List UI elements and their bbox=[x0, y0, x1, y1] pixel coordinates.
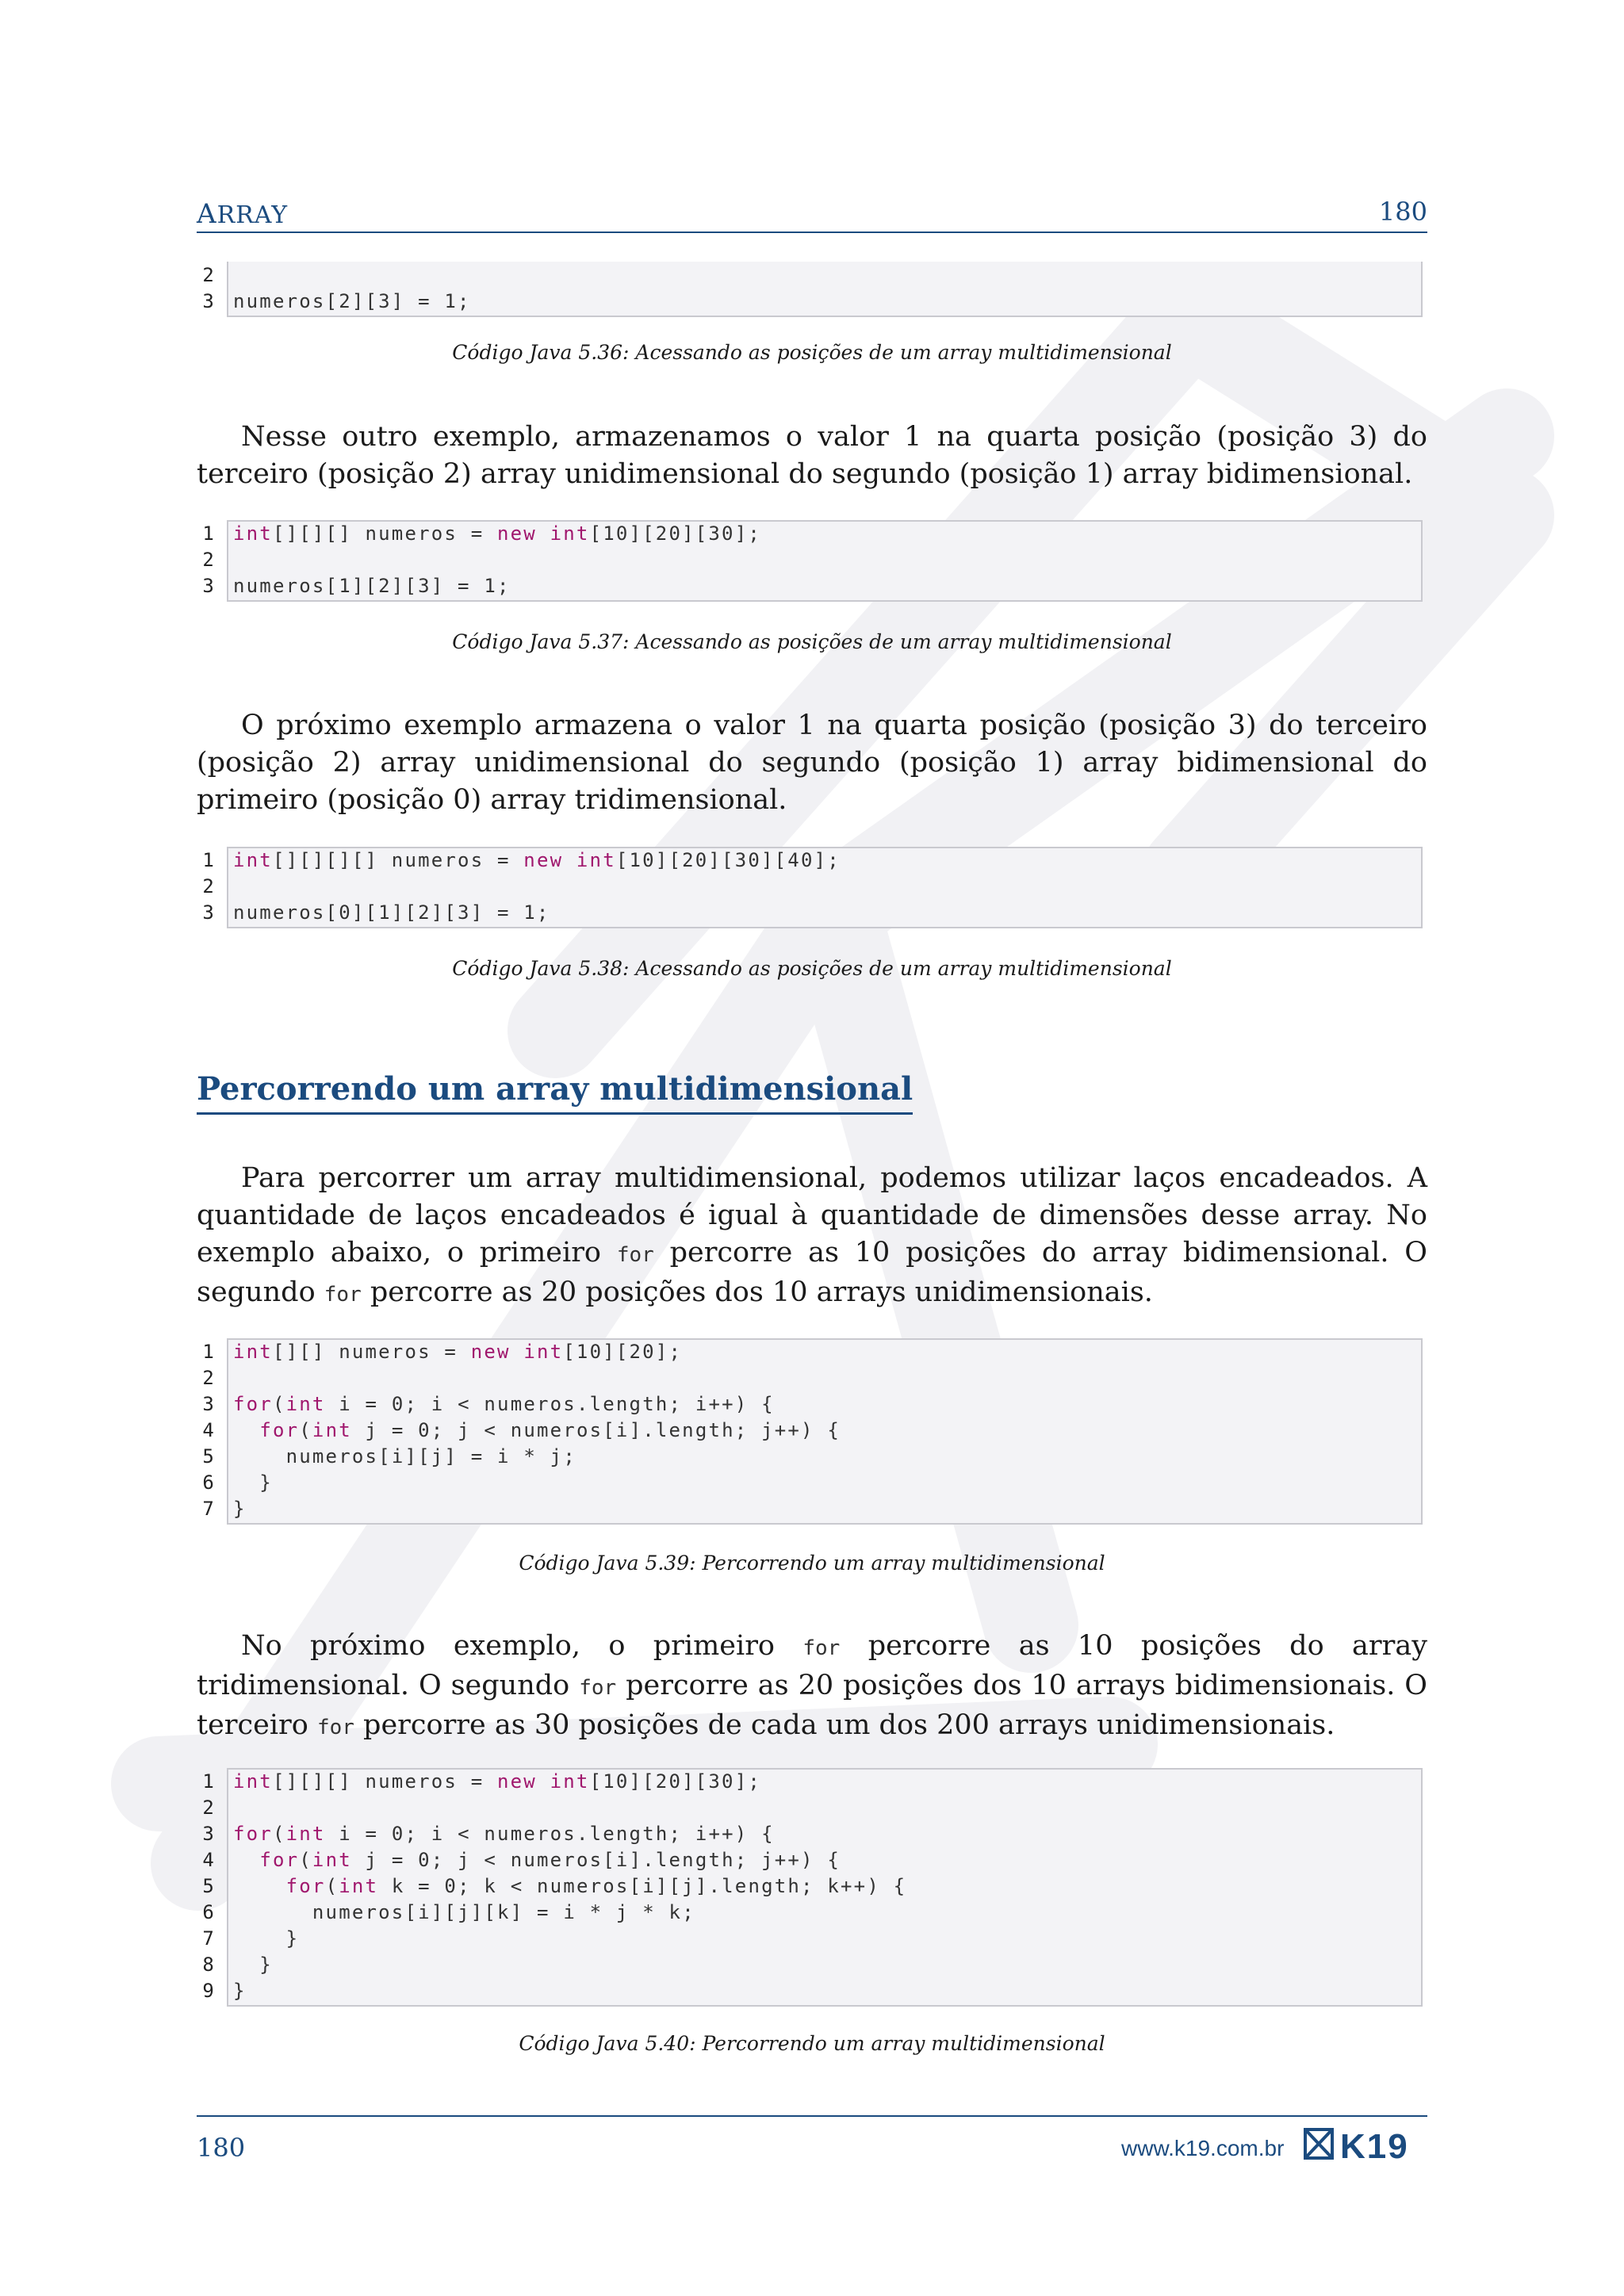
running-header-chapter: ARRAY bbox=[197, 198, 288, 230]
inline-code: for bbox=[316, 1716, 354, 1739]
code-text: numeros[1][2][3] = 1; bbox=[233, 575, 511, 597]
code-text: int[][][][] numeros = new int[10][20][30][40]; bbox=[233, 849, 841, 871]
line-number: 7 bbox=[202, 1498, 216, 1520]
code-line bbox=[197, 1873, 1423, 1900]
inline-code: for bbox=[616, 1243, 654, 1267]
code-line bbox=[197, 1769, 1423, 1795]
line-number: 2 bbox=[202, 549, 216, 571]
section-heading: Percorrendo um array multidimensional bbox=[197, 1070, 913, 1115]
keyword: int bbox=[576, 849, 616, 871]
line-number: 9 bbox=[202, 1980, 216, 2002]
code-line bbox=[197, 874, 1423, 900]
code-line bbox=[197, 1418, 1423, 1444]
inline-code: for bbox=[802, 1636, 841, 1660]
code-block-5-36 bbox=[197, 262, 1423, 317]
keyword: int bbox=[550, 1770, 590, 1793]
caption-5-36: Código Java 5.36: Acessando as posições de um array multidimensional bbox=[452, 341, 1172, 364]
running-header-page-number: 180 bbox=[1378, 197, 1427, 227]
line-number: 2 bbox=[202, 1797, 216, 1819]
code-line bbox=[197, 900, 1423, 926]
line-number: 5 bbox=[202, 1445, 216, 1468]
line-number: 2 bbox=[202, 1367, 216, 1389]
keyword: int bbox=[233, 522, 273, 545]
code-text: } bbox=[233, 1954, 273, 1976]
keyword: int bbox=[550, 522, 590, 545]
caption-5-38: Código Java 5.38: Acessando as posições de um array multidimensional bbox=[452, 957, 1172, 980]
k19-logo-text: K19 bbox=[1340, 2127, 1409, 2163]
code-text: for(int i = 0; i < numeros.length; i++) { bbox=[233, 1393, 775, 1415]
inline-code: for bbox=[579, 1676, 617, 1700]
keyword: new bbox=[523, 849, 564, 871]
code-text: } bbox=[233, 1980, 247, 2002]
code-text: for(int i = 0; i < numeros.length; i++) { bbox=[233, 1823, 775, 1845]
code-block-5-39 bbox=[197, 1338, 1423, 1525]
line-number: 3 bbox=[202, 290, 216, 312]
paragraph-proximo-exemplo: O próximo exemplo armazena o valor 1 na quarta posição (posição 3) do terceiro (posição 2) array unidimensional do segundo (posição 1) array bidimensional do primeiro (posição 0) array tridimensional. bbox=[197, 710, 1427, 816]
footer-rule bbox=[197, 2115, 1427, 2117]
code-text: } bbox=[233, 1498, 247, 1520]
code-line bbox=[197, 1795, 1423, 1821]
line-number: 4 bbox=[202, 1849, 216, 1871]
paragraph-nesse-outro-exemplo: Nesse outro exemplo, armazenamos o valor 1 na quarta posição (posição 3) do terceiro (posição 2) array unidimensional do segundo (posição 1) array bidimensional. bbox=[197, 421, 1427, 490]
code-text: for(int k = 0; k < numeros[i][j].length; k++) { bbox=[285, 1875, 907, 1897]
line-number: 7 bbox=[202, 1927, 216, 1950]
code-line bbox=[197, 1470, 1423, 1496]
code-text: numeros[i][j] = i * j; bbox=[285, 1445, 576, 1468]
line-number: 6 bbox=[202, 1901, 216, 1923]
code-line bbox=[197, 1952, 1423, 1978]
code-text: } bbox=[233, 1927, 300, 1950]
code-block-5-37 bbox=[197, 520, 1423, 602]
caption-5-40: Código Java 5.40: Percorrendo um array multidimensional bbox=[519, 2032, 1105, 2055]
keyword: int bbox=[312, 1849, 352, 1871]
line-number: 8 bbox=[202, 1954, 216, 1976]
line-number: 3 bbox=[202, 575, 216, 597]
code-line bbox=[197, 1444, 1423, 1470]
code-line bbox=[197, 262, 1423, 289]
keyword: for bbox=[233, 1393, 273, 1415]
keyword: int bbox=[312, 1419, 352, 1441]
paragraph-proximo-exemplo-for: No próximo exemplo, o primeiro for percorre as 10 posições do array tridimensional. O segundo for percorre as 20 posições dos 10 arrays bidimensionais. O terceiro for percorre as 30 posições de cada um dos 200 arrays unidimensionais. bbox=[197, 1630, 1427, 1741]
line-number: 3 bbox=[202, 901, 216, 924]
code-line bbox=[197, 1821, 1423, 1847]
code-line bbox=[197, 1391, 1423, 1418]
code-text: numeros[0][1][2][3] = 1; bbox=[233, 901, 550, 924]
line-number: 1 bbox=[202, 1341, 216, 1363]
k19-logo bbox=[1304, 2126, 1431, 2163]
keyword: int bbox=[339, 1875, 379, 1897]
line-number: 4 bbox=[202, 1419, 216, 1441]
code-line bbox=[197, 848, 1423, 874]
code-line bbox=[197, 1496, 1423, 1522]
code-line bbox=[197, 1978, 1423, 2004]
keyword: for bbox=[285, 1875, 326, 1897]
code-text: int[][] numeros = new int[10][20]; bbox=[233, 1341, 683, 1363]
code-text: numeros[i][j][k] = i * j * k; bbox=[312, 1901, 695, 1923]
keyword: new bbox=[497, 522, 537, 545]
code-line bbox=[197, 1900, 1423, 1926]
header-rule bbox=[197, 232, 1427, 233]
code-block-5-38 bbox=[197, 847, 1423, 928]
code-text: int[][][] numeros = new int[10][20][30]; bbox=[233, 522, 762, 545]
keyword: int bbox=[233, 1770, 273, 1793]
code-line bbox=[197, 573, 1423, 599]
code-block-5-40 bbox=[197, 1768, 1423, 2007]
keyword: int bbox=[285, 1823, 326, 1845]
keyword: new bbox=[497, 1770, 537, 1793]
line-number: 1 bbox=[202, 849, 216, 871]
caption-5-37: Código Java 5.37: Acessando as posições de um array multidimensional bbox=[452, 630, 1172, 653]
line-number: 3 bbox=[202, 1823, 216, 1845]
keyword: int bbox=[233, 1341, 273, 1363]
code-line bbox=[197, 1339, 1423, 1365]
code-text: for(int j = 0; j < numeros[i].length; j++) { bbox=[259, 1419, 841, 1441]
code-line bbox=[197, 1365, 1423, 1391]
footer-page-number: 180 bbox=[197, 2133, 246, 2163]
code-line bbox=[197, 1926, 1423, 1952]
caption-5-39: Código Java 5.39: Percorrendo um array multidimensional bbox=[519, 1552, 1105, 1575]
line-number: 6 bbox=[202, 1471, 216, 1494]
code-text: int[][][] numeros = new int[10][20][30]; bbox=[233, 1770, 762, 1793]
keyword: new bbox=[470, 1341, 511, 1363]
code-line bbox=[197, 521, 1423, 547]
line-number: 1 bbox=[202, 1770, 216, 1793]
footer-url-link[interactable]: www.k19.com.br bbox=[1121, 2136, 1285, 2160]
code-line bbox=[197, 547, 1423, 573]
line-number: 2 bbox=[202, 875, 216, 897]
code-text: for(int j = 0; j < numeros[i].length; j++) { bbox=[259, 1849, 841, 1871]
keyword: int bbox=[523, 1341, 564, 1363]
line-number: 1 bbox=[202, 522, 216, 545]
code-line bbox=[197, 1847, 1423, 1873]
keyword: int bbox=[233, 849, 273, 871]
line-number: 3 bbox=[202, 1393, 216, 1415]
keyword: for bbox=[259, 1849, 300, 1871]
keyword: for bbox=[259, 1419, 300, 1441]
code-text: } bbox=[233, 1471, 273, 1494]
keyword: int bbox=[285, 1393, 326, 1415]
line-number: 2 bbox=[202, 264, 216, 286]
line-number: 5 bbox=[202, 1875, 216, 1897]
inline-code: for bbox=[324, 1283, 362, 1307]
keyword: for bbox=[233, 1823, 273, 1845]
code-text: numeros[2][3] = 1; bbox=[233, 290, 471, 312]
paragraph-percorrer: Para percorrer um array multidimensional, podemos utilizar laços encadeados. A quantidade de laços encadeados é igual à quantidade de dimensões desse array. No exemplo abaixo, o primeiro for percorre as 10 posições do array bidimensional. O segundo for percorre as 20 posições dos 10 arrays unidimensionais. bbox=[197, 1162, 1427, 1308]
code-line bbox=[197, 289, 1423, 315]
